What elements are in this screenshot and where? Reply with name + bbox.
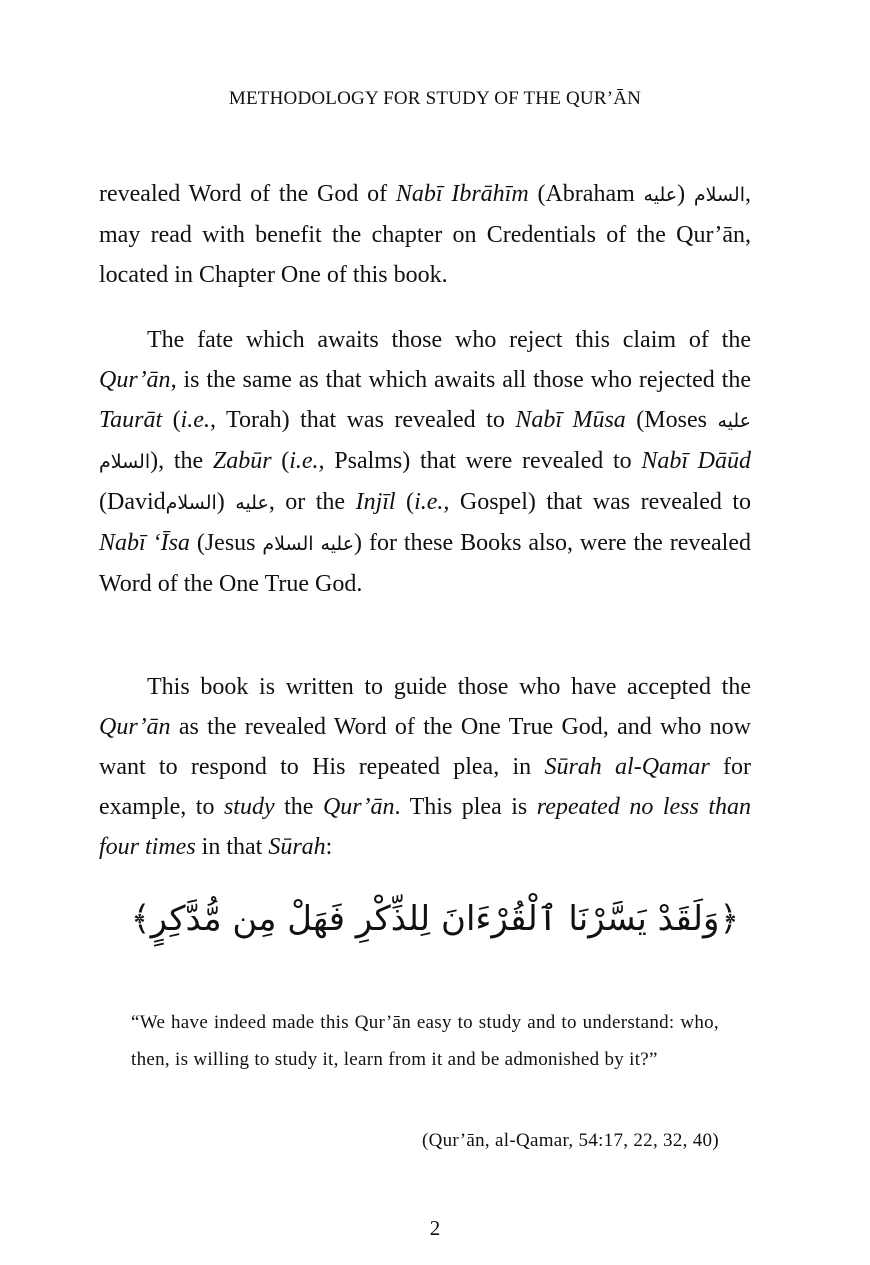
paragraph-2	[99, 320, 751, 604]
text: )	[216, 489, 236, 515]
arabic-honorific: السلام	[693, 184, 745, 206]
italic-term: study	[223, 794, 275, 820]
italic-term: Qur’ān	[322, 794, 395, 820]
text: (David	[99, 489, 166, 515]
text: as the revealed Word of the One True God, and who now want to respond to His repeated plea, in	[99, 714, 751, 780]
italic-term: Sūrah al-Qamar	[544, 754, 710, 780]
text: . This plea is	[394, 794, 537, 820]
text: (Abraham	[528, 181, 644, 207]
arabic-honorific: عليه السلام	[99, 410, 751, 473]
italic-term: Nabī Dāūd	[641, 448, 752, 474]
text: , is the same as that which awaits all those who rejected the	[170, 367, 751, 393]
text: Gospel) that was revealed to	[449, 489, 752, 515]
text: in that	[195, 834, 269, 860]
italic-term: Sūrah	[268, 834, 326, 860]
paragraph-2-text	[99, 320, 751, 604]
verse-citation: (Qur’ān, al-Qamar, 54:17, 22, 32, 40)	[421, 1130, 719, 1151]
text: )	[677, 181, 694, 207]
italic-term: i.e.,	[180, 407, 216, 433]
text: (Moses	[625, 407, 718, 433]
text: ) for these Books also, were the revealed Word of the One True God.	[99, 530, 751, 597]
text: (	[395, 489, 415, 515]
italic-term: i.e.,	[289, 448, 325, 474]
italic-term: Nabī Ibrāhīm	[395, 181, 529, 207]
paragraph-3	[99, 667, 751, 867]
arabic-honorific: عليه	[235, 492, 269, 514]
italic-term: Zabūr	[212, 448, 272, 474]
text: Psalms) that were revealed to	[324, 448, 642, 474]
italic-term: Nabī Mūsa	[515, 407, 626, 433]
arabic-honorific: عليه	[643, 184, 678, 206]
text: ), the	[150, 448, 213, 474]
arabic-verse: ﴿وَلَقَدْ يَسَّرْنَا ٱلْقُرْءَانَ لِلذِّكْرِ فَهَلْ مِن مُّدَّكِرٍ﴾	[130, 899, 740, 939]
text: the	[274, 794, 323, 820]
italic-term: Injīl	[355, 489, 396, 515]
text: Torah) that was revealed to	[215, 407, 516, 433]
verse-translation: “We have indeed made this Qur’ān easy to study and to understand: who, then, is willing to study it, learn from it and be admonished by it?”	[131, 1012, 719, 1070]
paragraph-3-text	[99, 667, 751, 867]
text: :	[325, 834, 333, 860]
text: revealed Word of the God of	[99, 181, 396, 207]
italic-term: Taurāt	[99, 407, 163, 433]
text: (Jesus	[189, 530, 263, 556]
italic-term: Qur’ān	[99, 714, 171, 740]
italic-term: Nabī ‘Īsa	[99, 530, 190, 556]
text: for example, to	[99, 754, 751, 820]
running-header: METHODOLOGY FOR STUDY OF THE QUR’ĀN	[228, 88, 642, 109]
text: This book is written to guide those who have accepted the	[147, 674, 751, 700]
text: , may read with benefit the chapter on Credentials of the Qur’ān, located in Chapter One of this book.	[99, 181, 751, 288]
italic-term: Qur’ān	[99, 367, 171, 393]
paragraph-1	[99, 174, 751, 295]
paragraph-1-text	[99, 174, 751, 295]
italic-term: i.e.,	[414, 489, 450, 515]
italic-term: repeated no less than four times	[99, 794, 751, 860]
arabic-honorific: عليه السلام	[262, 533, 355, 555]
page-number: 2	[429, 1216, 441, 1240]
text: , or the	[268, 489, 356, 515]
text: (	[271, 448, 290, 474]
text: (	[162, 407, 181, 433]
text: The fate which awaits those who reject this claim of the	[147, 327, 751, 353]
arabic-honorific: السلام	[165, 492, 217, 514]
